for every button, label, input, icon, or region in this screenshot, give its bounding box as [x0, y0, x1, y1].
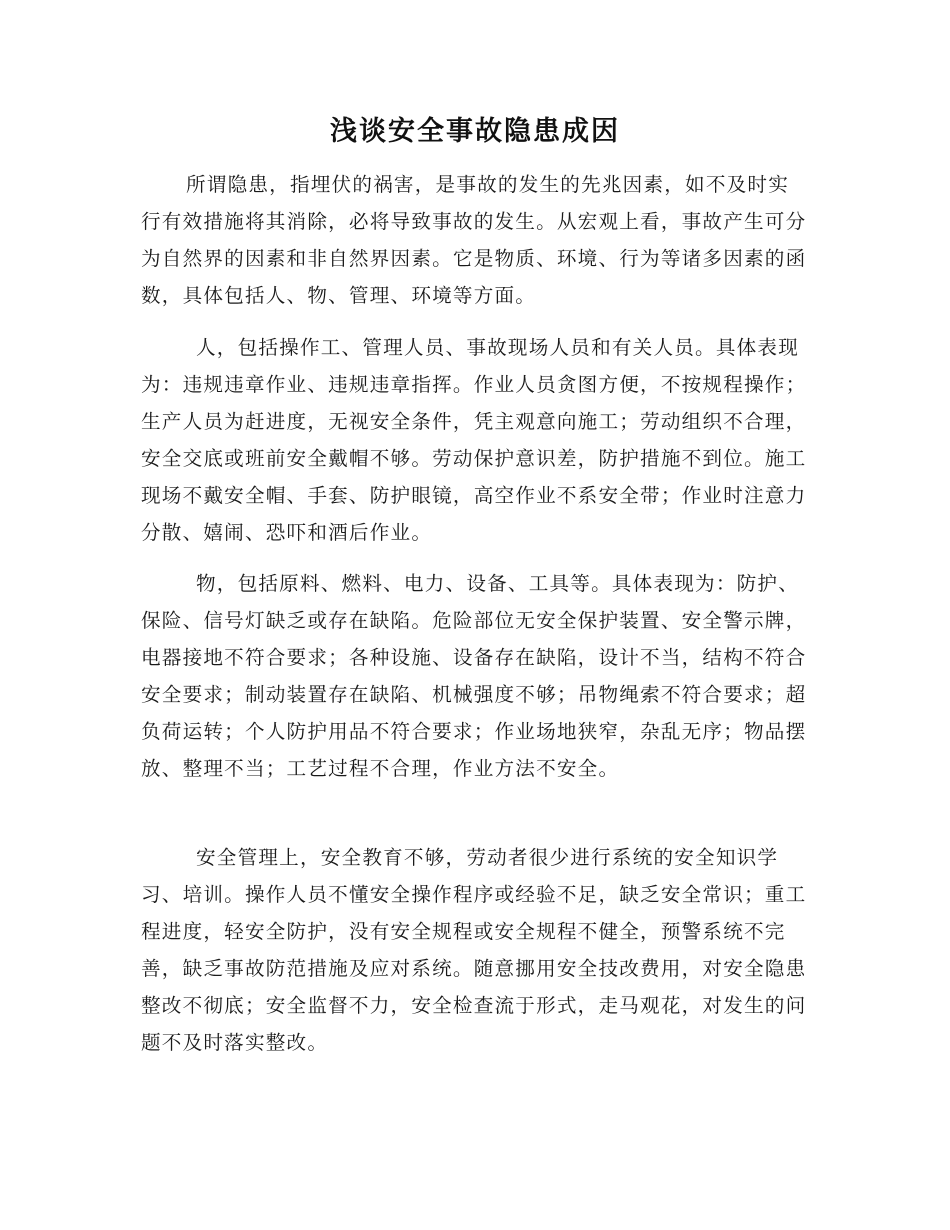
document-title: 浅谈安全事故隐患成因 — [330, 116, 620, 147]
paragraph-management-factors: 安全管理上，安全教育不够，劳动者很少进行系统的安全知识学习、培训。操作人员不懂安全操作程序或经验不足，缺乏安全常识；重工程进度，轻安全防护，没有安全规程或安全规程不健全，预警系统不完善，缺乏事故防范措施及应对系统。随意挪用安全技改费用，对安全隐患整改不彻底；安全监督不力，安全检查流于形式，走马观花，对发生的问题不及时落实整改。 — [141, 846, 807, 1054]
paragraph-material-factors: 物，包括原料、燃料、电力、设备、工具等。具体表现为：防护、保险、信号灯缺乏或存在缺陷。危险部位无安全保护装置、安全警示牌，电器接地不符合要求；各种设施、设备存在缺陷，设计不当，结构不符合安全要求；制动装置存在缺陷、机械强度不够；吊物绳索不符合要求；超负荷运转；个人防护用品不符合要求；作业场地狭窄，杂乱无序；物品摆放、整理不当；工艺过程不合理，作业方法不安全。 — [141, 572, 807, 780]
paragraph-hidden-danger-definition: 所谓隐患，指埋伏的祸害，是事故的发生的先兆因素，如不及时实行有效措施将其消除，必将导致事故的发生。从宏观上看，事故产生可分为自然界的因素和非自然界因素。它是物质、环境、行为等诸多因素的函数，具体包括人、物、管理、环境等方面。 — [141, 173, 807, 307]
paragraph-human-factors: 人，包括操作工、管理人员、事故现场人员和有关人员。具体表现为：违规违章作业、违规违章指挥。作业人员贪图方便，不按规程操作；生产人员为赶进度，无视安全条件，凭主观意向施工；劳动组织不合理，安全交底或班前安全戴帽不够。劳动保护意识差，防护措施不到位。施工现场不戴安全帽、手套、防护眼镜，高空作业不系安全带；作业时注意力分散、嬉闹、恐吓和酒后作业。 — [141, 336, 807, 544]
